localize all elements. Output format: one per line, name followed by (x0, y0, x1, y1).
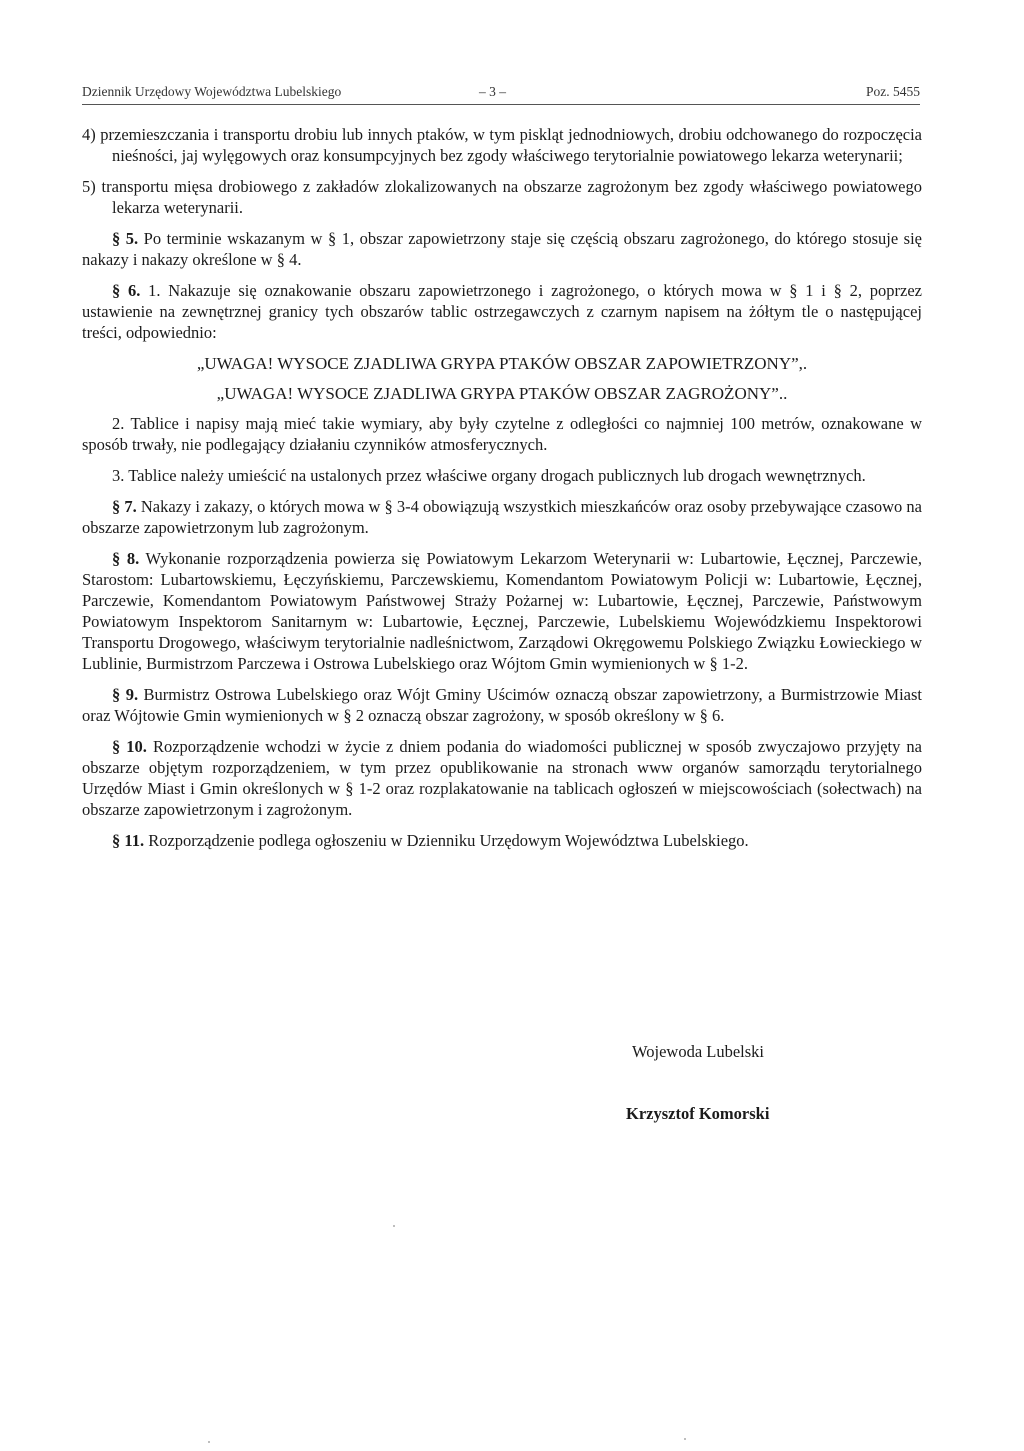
section-9-mark: § 9. (112, 685, 139, 704)
section-8 (82, 548, 922, 674)
section-6-mark: § 6. (112, 281, 141, 300)
page-number: – 3 – (479, 84, 506, 99)
scan-speck (208, 1441, 210, 1443)
section-5-mark: § 5. (112, 229, 139, 248)
list-item-5: 5) transportu mięsa drobiowego z zakładów zlokalizowanych na obszarze zagrożonym bez zgody właściwego powiatowego lekarza weterynarii. (82, 177, 922, 217)
list-item-4: 4) przemieszczania i transportu drobiu lub innych ptaków, w tym piskląt jednodniowych, drobiu odchowanego do rozpoczęcia nieśności, jaj wylęgowych oraz konsumpcyjnych bez zgody właściwego terytorialnie powiatowego lekarza weterynarii; (82, 125, 922, 165)
section-7-mark: § 7. (112, 497, 137, 516)
section-9 (82, 684, 922, 726)
sign-text-infected-zone: „UWAGA! WYSOCE ZJADLIWA GRYPA PTAKÓW OBSZAR ZAPOWIETRZONY”,. (196, 354, 808, 373)
section-6-point-3: 3. Tablice należy umieścić na ustalonych przez właściwe organy drogach publicznych lub drogach wewnętrznych. (112, 466, 866, 485)
section-6-point-2: 2. Tablice i napisy mają mieć takie wymiary, aby były czytelne z odległości co najmniej 100 metrów, oznakowane w sposób trwały, nie podlegający działaniu czynników atmosferycznych. (82, 414, 922, 454)
scan-speck (393, 1225, 395, 1227)
section-5-text: Po terminie wskazanym w § 1, obszar zapowietrzony staje się częścią obszaru zagrożonego, do którego stosuje się nakazy i nakazy określone w § 4. (82, 229, 922, 269)
section-10-text: Rozporządzenie wchodzi w życie z dniem podania do wiadomości publicznej w sposób zwyczajowo przyjęty na obszarze objętym rozporządzeniem, w tym przez opublikowanie na stronach www organów samorządu terytorialnego Urzędów Miast i Gmin określonych w § 1-2 oraz rozplakatowanie na tablicach ogłoszeń w miejscowościach (sołectwach) na obszarze zapowietrzonym i zagrożonym. (82, 737, 922, 819)
section-11-text: Rozporządzenie podlega ogłoszeniu w Dzienniku Urzędowym Województwa Lubelskiego. (144, 831, 749, 850)
section-5 (82, 228, 922, 270)
sign-text-threatened-zone: „UWAGA! WYSOCE ZJADLIWA GRYPA PTAKÓW OBSZAR ZAGROŻONY”.. (216, 384, 788, 403)
section-7-text: Nakazy i zakazy, o których mowa w § 3-4 obowiązują wszystkich mieszkańców oraz osoby przebywające czasowo na obszarze zapowietrzonym lub zagrożonym. (82, 497, 923, 537)
section-11-mark: § 11. (112, 831, 145, 850)
position-number: Poz. 5455 (866, 84, 920, 99)
header-divider (82, 104, 920, 105)
signatory-title: Wojewoda Lubelski (632, 1042, 765, 1061)
section-9-text: Burmistrz Ostrowa Lubelskiego oraz Wójt Gminy Uścimów oznaczą obszar zapowietrzony, a Burmistrzowie Miast oraz Wójtowie Gmin wymienionych w § 2 oznaczą obszar zagrożony, w sposób określony w § 6. (82, 685, 922, 725)
section-8-mark: § 8. (112, 549, 140, 568)
section-6-text: 1. Nakazuje się oznakowanie obszaru zapowietrzonego i zagrożonego, o których mowa w § 1 i § 2, poprzez ustawienie na zewnętrznej granicy tych obszarów tablic ostrzegawczych z czarnym napisem na żółtym tle o następującej treści, odpowiednio: (82, 281, 922, 342)
section-10 (82, 736, 922, 820)
section-6 (82, 280, 922, 343)
section-11 (82, 830, 922, 851)
signatory-name: Krzysztof Komorski (626, 1104, 770, 1123)
section-7 (82, 496, 922, 538)
document-body (82, 124, 922, 861)
page-header (82, 84, 920, 106)
journal-title: Dziennik Urzędowy Województwa Lubelskiego (82, 84, 342, 99)
scan-speck (684, 1438, 686, 1440)
section-8-text: Wykonanie rozporządzenia powierza się Powiatowym Lekarzom Weterynarii w: Lubartowie, Łęcznej, Parczewie, Starostom: Lubartowskiemu, Łęczyńskiemu, Parczewskiemu, Komendantom Powiatowym Policji w: Lubartowie, Łęcznej, Parczewie, Komendantom Powiatowym Państwowej Straży Pożarnej w: Lubartowie, Łęcznej, Parczewie, Państwowym Powiatowym Inspektorom Sanitarnym w: Lubartowie, Łęcznej, Parczewie, Lubelskiemu Wojewódzkiemu Inspektorowi Transportu Drogowego, właściwym terytorialnie nadleśnictwom, Zarządowi Okręgowemu Polskiego Związku Łowieckiego w Lublinie, Burmistrzom Parczewa i Ostrowa Lubelskiego oraz Wójtom Gmin wymienionych w § 1-2. (82, 549, 922, 673)
section-10-mark: § 10. (112, 737, 147, 756)
